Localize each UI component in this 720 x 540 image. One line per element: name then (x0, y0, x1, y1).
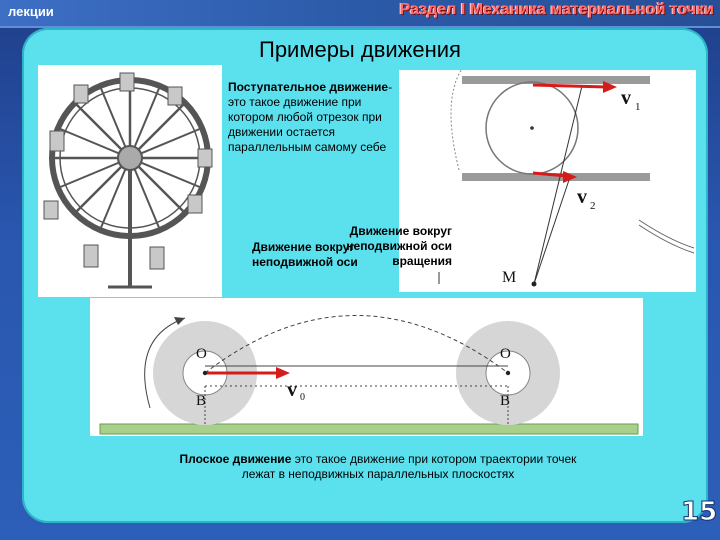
rotation-line3: вращения (392, 254, 452, 268)
section-title: Раздел I Механика материальной точки (399, 1, 714, 18)
plane-term: Плоское движение (179, 452, 292, 466)
page-number: 15 (681, 497, 718, 527)
b-right-label: B (500, 393, 511, 409)
v0-subscript: 0 (300, 392, 305, 403)
slide-title: Примеры движения (259, 37, 461, 62)
lectures-label: лекции (8, 4, 54, 19)
rotation-ghost-line2: неподвижной оси (252, 255, 358, 269)
v2-label: v (577, 186, 587, 208)
ferris-wheel-image (38, 65, 222, 297)
rotation-ghost-line1: Движение вокруг (252, 240, 355, 254)
b-left-label: B (196, 393, 207, 409)
top-bar (0, 0, 720, 28)
rolling-wheel-diagram (90, 298, 643, 436)
v2-subscript: 2 (590, 200, 596, 212)
rotation-line1: Движение вокруг (349, 224, 452, 238)
translational-definition-text: - это такое движение при котором любой отрезок при движении остается параллельным самому себе (228, 80, 393, 154)
v0-label: v (287, 379, 297, 401)
v1-label: v (621, 87, 631, 109)
point-m-label: M (502, 269, 517, 286)
rolling-wheel-figure (90, 298, 643, 436)
translational-term: Поступательное движение (228, 80, 389, 94)
o-left-label: O (196, 346, 207, 362)
v1-subscript: 1 (635, 101, 641, 113)
rotation-label-ghost (252, 240, 452, 270)
plane-definition (168, 452, 588, 482)
plane-definition-text: это такое движение при котором траектории точек лежат в неподвижных параллельных плоскостях (241, 452, 577, 481)
o-right-label: O (500, 346, 511, 362)
ferris-wheel-figure (38, 65, 222, 297)
rotation-line2: неподвижной оси (346, 239, 452, 253)
translational-definition (228, 80, 400, 155)
